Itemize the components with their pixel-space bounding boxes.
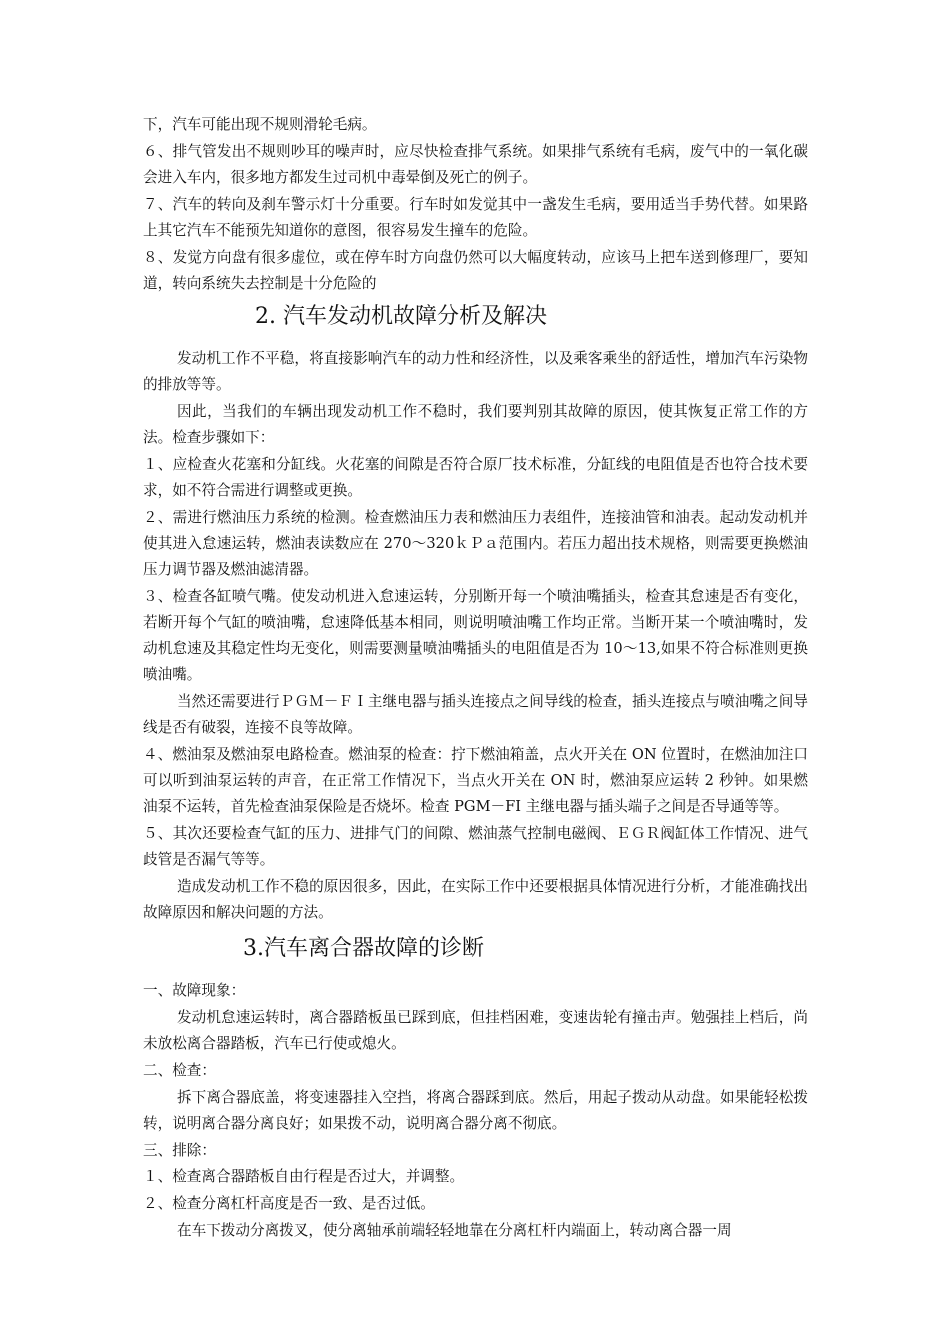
paragraph-item-7: ７、汽车的转向及刹车警示灯十分重要。行车时如发觉其中一盏发生毛病，要用适当手势代替。如果路上其它汽车不能预先知道你的意图，很容易发生撞车的危险。 (143, 195, 808, 239)
section-2-step-5: ５、其次还要检查气缸的压力、进排气门的间隙、燃油蒸气控制电磁阀、ＥＧＲ阀缸体工作情况、进气歧管是否漏气等等。 (143, 825, 808, 869)
section-3-check-heading: 二、检查： (143, 1062, 216, 1079)
section-3-fix-2: ２、检查分离杠杆高度是否一致、是否过低。 (143, 1195, 435, 1213)
section-3-fix-1: １、检查离合器踏板自由行程是否过大，并调整。 (143, 1168, 465, 1186)
paragraph-item-8: ８、发觉方向盘有很多虚位，或在停车时方向盘仍然可以大幅度转动，应该马上把车送到修理厂，要知道，转向系统失去控制是十分危险的 (143, 248, 808, 292)
section-3-symptom-heading: 一、故障现象： (143, 982, 246, 1000)
paragraph-item-6: ６、排气管发出不规则吵耳的噪声时，应尽快检查排气系统。如果排气系统有毛病，废气中的一氧化碳会进入车内，很多地方都发生过司机中毒晕倒及死亡的例子。 (143, 142, 808, 186)
section-3-check: 拆下离合器底盖，将变速器挂入空挡，将离合器踩到底。然后，用起子拨动从动盘。如果能轻松拨转，说明离合器分离良好；如果拨不动，说明离合器分离不彻底。 (143, 1088, 808, 1132)
section-2-steps-intro: 因此，当我们的车辆出现发动机工作不稳时，我们要判别其故障的原因，使其恢复正常工作的方法。检查步骤如下： (143, 402, 808, 447)
section-2-title: 2. 汽车发动机故障分析及解决 (255, 303, 547, 329)
section-2-step-4: ４、燃油泵及燃油泵电路检查。燃油泵的检查：拧下燃油箱盖，点火开关在 ON 位置时，在燃油加注口可以听到油泵运转的声音，在正常工作情况下，当点火开关在 ON 时，燃油泵应运转 2 秒钟。如果燃油泵不运转，首先检查油泵保险是否烧坏。检查 PGM－FI 主继电器与插头端子之间是否导通等等。 (143, 745, 808, 816)
section-2-conclusion: 造成发动机工作不稳的原因很多，因此，在实际工作中还要根据具体情况进行分析，才能准确找出故障原因和解决问题的方法。 (143, 877, 808, 922)
section-2-step-3: ３、检查各缸喷气嘴。使发动机进入怠速运转，分别断开每一个喷油嘴插头，检查其怠速是否有变化，若断开每个气缸的喷油嘴，怠速降低基本相同，则说明喷油嘴工作均正常。当断开某一个喷油嘴时，发动机怠速及其稳定性均无变化，则需要测量喷油嘴插头的电阻值是否为 10～13,如果不符合标准则更换喷油嘴。 (143, 587, 808, 684)
section-3-fix-heading: 三、排除： (143, 1141, 216, 1159)
section-2-intro: 发动机工作不平稳，将直接影响汽车的动力性和经济性，以及乘客乘坐的舒适性，增加汽车污染物的排放等等。 (143, 349, 808, 394)
section-3-fix-3: 在车下拨动分离拨叉，使分离轴承前端轻轻地靠在分离杠杆内端面上，转动离合器一周 (177, 1221, 732, 1239)
section-2-note: 当然还需要进行ＰＧＭ－ＦＩ主继电器与插头连接点之间导线的检查，插头连接点与喷油嘴之间导线是否有破裂，连接不良等故障。 (143, 693, 808, 737)
section-2-step-2: ２、需进行燃油压力系统的检测。检查燃油压力表和燃油压力表组件，连接油管和油表。起动发动机并使其进入怠速运转，燃油表读数应在 270～320ｋＰａ范围内。若压力超出技术规格，则需要更换燃油压力调节器及燃油滤清器。 (143, 508, 808, 579)
paragraph-continuation: 下，汽车可能出现不规则滑轮毛病。 (143, 116, 377, 133)
section-3-title: 3.汽车离合器故障的诊断 (243, 936, 484, 962)
section-3-symptom: 发动机怠速运转时，离合器踏板虽已踩到底，但挂档困难，变速齿轮有撞击声。勉强挂上档后，尚未放松离合器踏板，汽车已行使或熄火。 (143, 1009, 808, 1053)
section-2-step-1: １、应检查火花塞和分缸线。火花塞的间隙是否符合原厂技术标准，分缸线的电阻值是否也符合技术要求，如不符合需进行调整或更换。 (143, 455, 808, 499)
document-page (143, 112, 808, 1244)
